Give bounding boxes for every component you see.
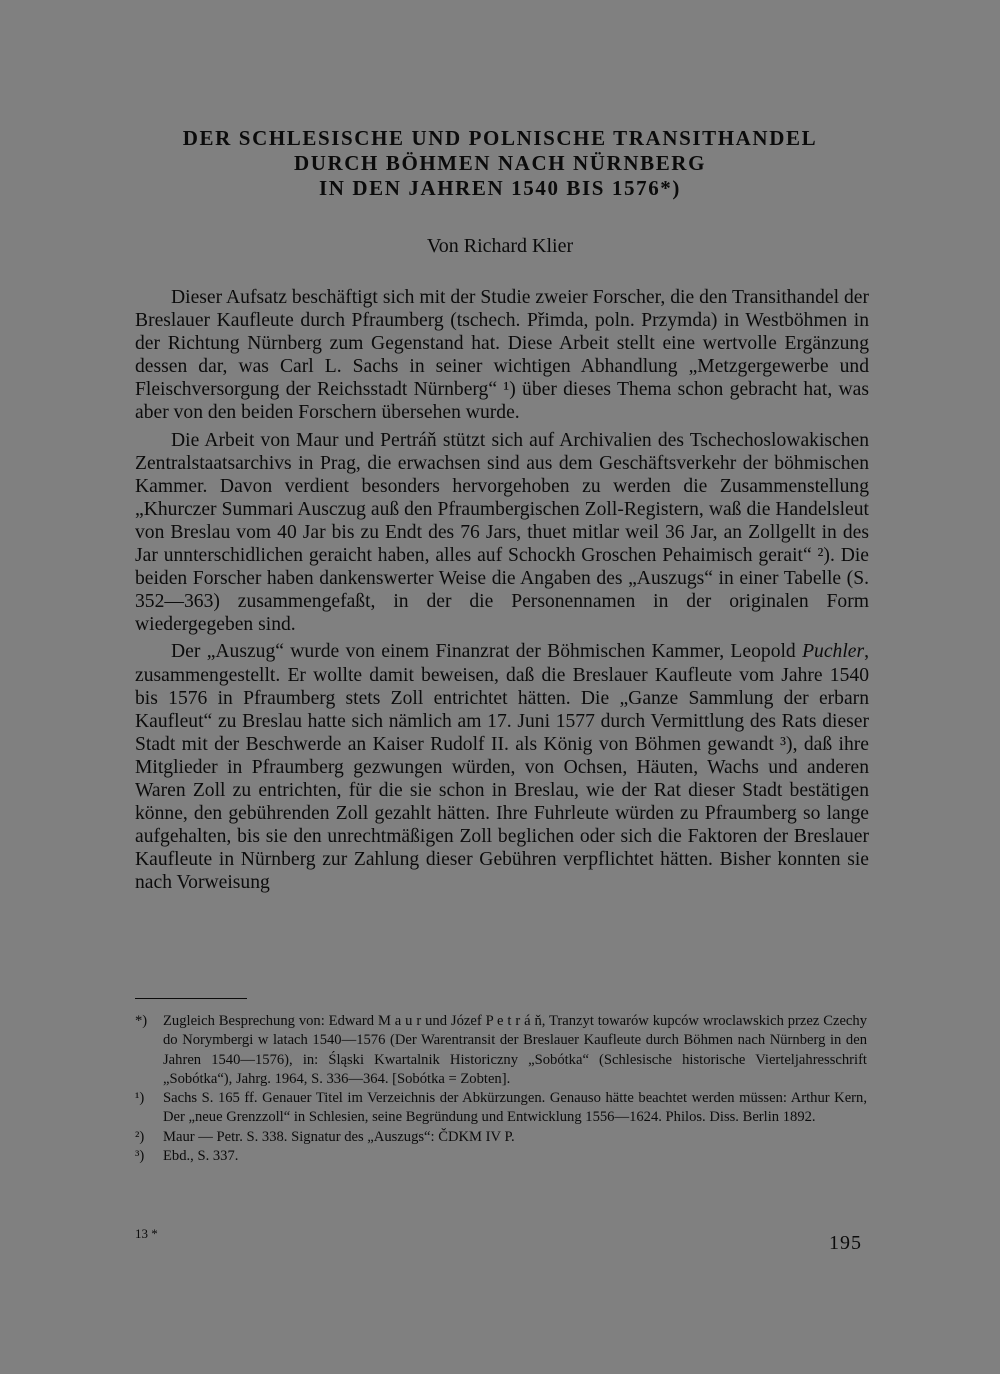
paragraph-3-rest: , zusammengestellt. Er wollte damit beweisen, daß die Breslauer Kaufleute vom Jahre 1540 bis 1576 in Pfraumberg stets Zoll entrichtet hätten. Die „Ganze Sammlung der erbarn Kaufleut“ zu Breslau hatte sich nämlich am 17. Juni 1577 durch Vermittlung des Rats dieser Stadt mit der Beschwerde an Kaiser Rudolf II. als König von Böhmen gewandt ³), daß ihre Mitglieder in Pfraumberg gezwungen würden, von Ochsen, Häuten, Wachs und anderen Waren Zoll zu entrichten, für die sie schon in Breslau, wie der Rat dieser Stadt bestätigen könne, den gebührenden Zoll gezahlt hätten. Ihre Fuhrleute würden zu Pfraumberg so lange aufgehalten, bis sie den unrechtmäßigen Zoll beglichen oder sich die Faktoren der Breslauer Kaufleute in Nürnberg zur Zahlung dieser Gebühren verpflichtet hätten. Bisher konnten sie nach Vorweisung (135, 641, 869, 894)
printer-signature: 13 * (135, 1226, 158, 1241)
footnotes (135, 1012, 867, 1166)
footnote-mark: ¹) (135, 1090, 145, 1107)
footnote (135, 1012, 867, 1089)
title-line-2: DURCH BÖHMEN NACH NÜRNBERG (293, 151, 707, 175)
author-byline: Von Richard Klier (426, 235, 574, 257)
footnote (135, 1128, 867, 1147)
footnote-divider (135, 998, 247, 999)
article-title (100, 126, 900, 201)
footnote-text: Sachs S. 165 ff. Genauer Titel im Verzeichnis der Abkürzungen. Genauso hätte beachtet werden müssen: Arthur Kern, Der „neue Grenzzoll“ in Schlesien, seine Begründung und Entwicklung 1556—1624. Philos. Diss. Berlin 1892. (163, 1090, 867, 1126)
footnote-text: Ebd., S. 337. (163, 1148, 239, 1165)
footnote-mark: *) (135, 1013, 148, 1029)
title-line-1: DER SCHLESISCHE UND POLNISCHE TRANSITHANDEL (182, 126, 818, 150)
footnote-text: Zugleich Besprechung von: Edward M a u r und Józef P e t r á ň, Tranzyt towarów kupców wroclawskich przez Czechy do Norymbergi w latach 1540—1576 (Der Warentransit der Breslauer Kaufleute durch Böhmen nach Nürnberg in den Jahren 1540—1576), in: Śląski Kwartalnik Historiczny „Sobótka“ (Schlesische historische Vierteljahresschrift „Sobótka“), Jahrg. 1964, S. 336—364. [Sobótka = Zobten]. (163, 1013, 867, 1087)
title-line-3: IN DEN JAHREN 1540 BIS 1576*) (318, 176, 681, 200)
footnote-mark: ³) (135, 1148, 145, 1165)
page-number: 195 (829, 1232, 862, 1254)
footnote-mark: ²) (135, 1128, 145, 1145)
footnote-text: Maur — Petr. S. 338. Signatur des „Auszugs“: ČDKM IV P. (163, 1128, 515, 1145)
paragraph-3-italic-name: Puchler (802, 641, 865, 663)
paragraph-3 (135, 640, 869, 894)
paragraph-3-start: Der „Auszug“ wurde von einem Finanzrat der Böhmischen Kammer, Leopold (171, 641, 803, 663)
footnote (135, 1147, 867, 1166)
paragraph-2: Die Arbeit von Maur und Pertráň stützt sich auf Archivalien des Tschechoslowakischen Zentralstaatsarchivs in Prag, die erwachsen sind aus dem Geschäftsverkehr der böhmischen Kammer. Davon verdient besonders hervorgehoben zu werden die Zusammenstellung „Khurczer Summari Ausczug auß den Pfraumbergischen Zoll-Registern, waß die Handelsleut von Breslau vom 40 Jar bis zu Endt des 76 Jars, thuet mitlar weil 36 Jar, an Zollgellt in des Jar unnterschidlichen geraicht haben, alles auf Schockh Groschen Pehaimisch gerait“ ²). Die beiden Forscher haben dankenswerter Weise die Angaben des „Auszugs“ in einer Tabelle (S. 352—363) zusammengefaßt, in der die Personennamen in der originalen Form wiedergegeben sind. (135, 429, 869, 636)
footnote (135, 1089, 867, 1128)
article-body (135, 286, 869, 898)
paragraph-1: Dieser Aufsatz beschäftigt sich mit der Studie zweier Forscher, die den Transithandel der Breslauer Kaufleute durch Pfraumberg (tschech. Přimda, poln. Przymda) in Westböhmen in der Richtung Nürnberg zum Gegenstand hat. Diese Arbeit stellt eine wertvolle Ergänzung dessen dar, was Carl L. Sachs in seiner wichtigen Abhandlung „Metzgergewerbe und Fleischversorgung der Reichsstadt Nürnberg“ ¹) über dieses Thema schon gebracht hat, was aber von den beiden Forschern übersehen wurde. (135, 287, 869, 424)
